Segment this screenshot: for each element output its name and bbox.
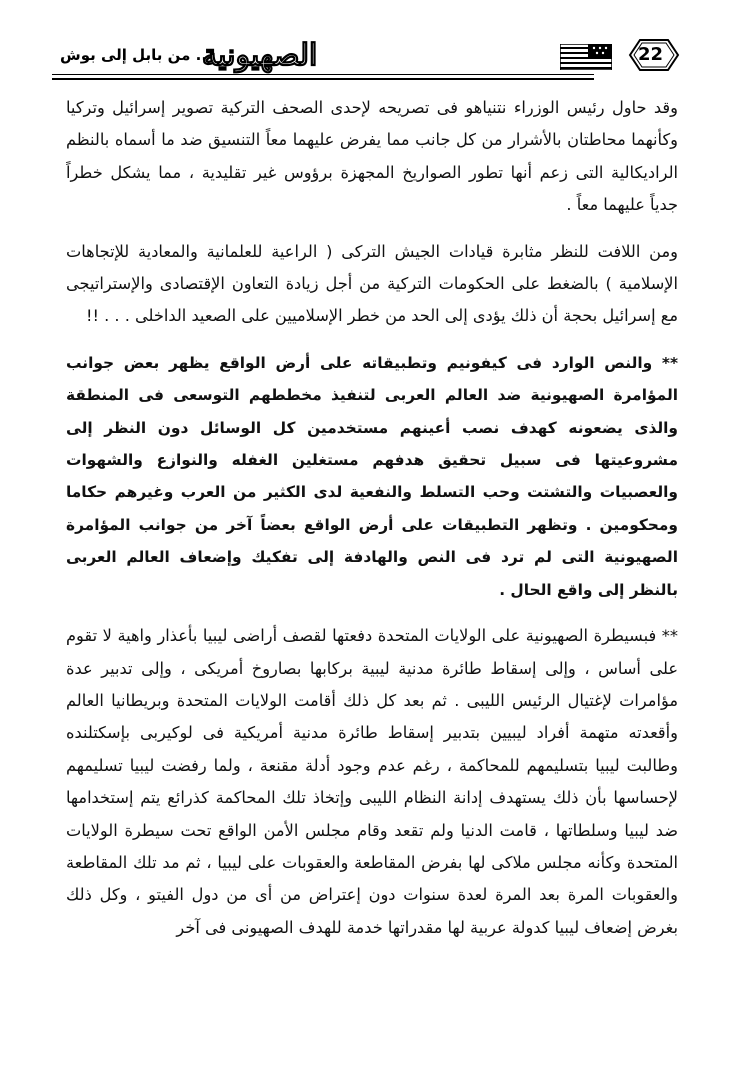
paragraph-3: ** والنص الوارد فى كيفونيم وتطبيقاته على أرض الواقع يظهر بعض جوانب المؤامرة الصهيونية ضد العالم العربى لتنفيذ مخططهم التوسعى فى المنطقة والذى يضعونه كهدف نصب أعينهم مستخدمين كل الوسائل دون النظر إلى مشروعيتها فى سبيل تحقيق هدفهم مستغلين الغفله والنوازع والشهوات والعصبيات والتشتت وحب التسلط والنفعية لدى الكثير من العرب وغيرهم حكاما ومحكومين . وتظهر التطبيقات على أرض الواقع بعضاً آخر من جوانب المؤامرة الصهيونية التى لم ترد فى النص والهادفة إلى تفكيك وإضعاف العالم العربى بالنظر إلى واقع الحال . — [66, 353, 678, 599]
body-text — [66, 92, 678, 944]
header-rule-thin — [52, 74, 594, 75]
flag-icon — [560, 44, 612, 70]
page-number: 22 — [638, 44, 664, 65]
paragraph-2: ومن اللافت للنظر مثابرة قيادات الجيش التركى ( الراعية للعلمانية والمعادية للإتجاهات الإسلامية ) بالضغط على الحكومات التركية من أجل زيادة التعاون الإقتصادى والإستراتيجى مع إسرائيل بحجة أن ذلك يؤدى إلى الحد من خطر الإسلاميين على الصعيد الداخلى . . . !! — [66, 241, 678, 326]
book-title: الصهيونية — [202, 38, 318, 73]
header-rule — [52, 78, 594, 80]
paragraph-4: ** فبسيطرة الصهيونية على الولايات المتحدة دفعتها لقصف أراضى ليبيا بأعذار واهية لا تقوم على أساس ، وإلى إسقاط طائرة مدنية ليبية بركابها بصاروخ أمريكى ، وإلى تدبير عدة مؤامرات لإغتيال الرئيس الليبى . ثم بعد كل ذلك أقامت الولايات المتحدة وبريطانيا العالم وأقعدته متهمة أفراد ليبيين بتدبير إسقاط طائرة مدنية أمريكية فى لوكيربى بإسكتلنده وطالبت ليبيا بتسليمهم للمحاكمة ، رغم عدم وجود أدلة مقنعة ، ولما رفضت ليبيا تسليمهم لإحساسها بأن ذلك يستهدف إدانة النظام الليبى وإتخاذ تلك المحاكمة كذرائع يتم إستخدامها ضد ليبيا وسلطاتها ، قامت الدنيا ولم تقعد وقام مجلس الأمن الواقع تحت سيطرة الولايات المتحدة وكأنه مجلس ملاكى لها بفرض المقاطعة والعقوبات على ليبيا ، ثم مد تلك المقاطعة والعقوبات المرة بعد المرة لعدة سنوات دون إعتراض من أى من دول الفيتو ، وكل ذلك بغرض إضعاف ليبيا كدولة عربية لها مقدراتها خدمة للهدف الصهيونى فى آخر — [66, 626, 678, 937]
book-subtitle: .. من بابل إلى بوش — [60, 46, 208, 64]
paragraph-1: وقد حاول رئيس الوزراء نتنياهو فى تصريحه لإحدى الصحف التركية تصوير إسرائيل وتركيا وكأنهما محاطتان بالأشرار من كل جانب مما يفرض عليهما معاً التنسيق ضد ما أسماه بالنظم الراديكالية التى زعم أنها تطور الصواريخ المجهزة برؤوس غير تقليدية ، مما يشكل خطراً جدياً عليهما معاً . — [66, 98, 678, 215]
running-header — [52, 36, 690, 80]
